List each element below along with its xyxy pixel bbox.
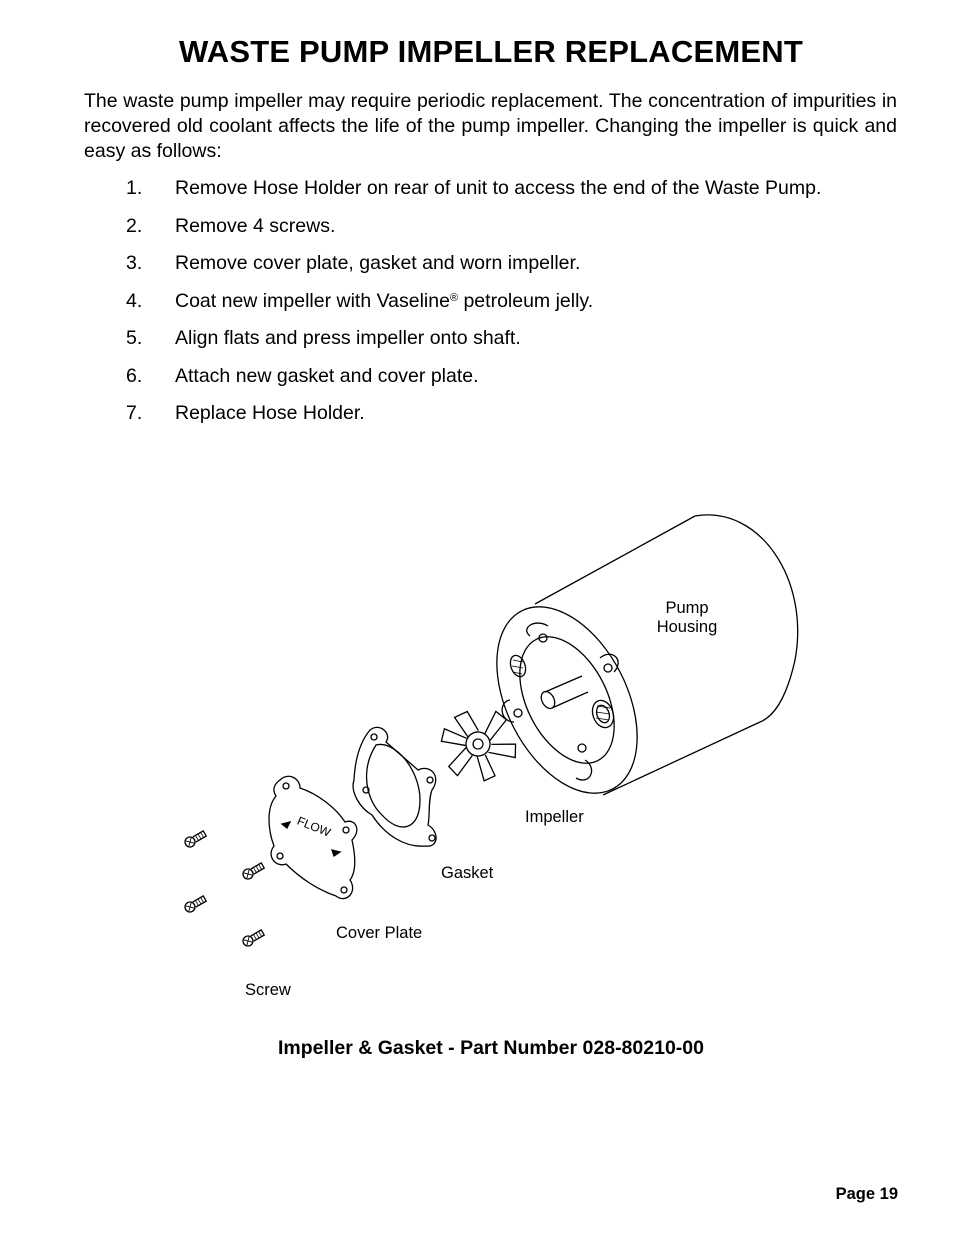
step-number: 4. <box>126 289 143 312</box>
gasket-drawing <box>353 727 436 846</box>
label-impeller: Impeller <box>525 808 584 826</box>
page-title: WASTE PUMP IMPELLER REPLACEMENT <box>179 34 803 69</box>
step-number: 6. <box>126 364 143 387</box>
label-cover-plate: Cover Plate <box>336 924 423 942</box>
label-pump-housing-line2: Housing <box>656 618 718 636</box>
step-text: Remove cover plate, gasket and worn impeller. <box>175 252 581 274</box>
step-text: Align flats and press impeller onto shaft. <box>175 327 521 349</box>
screw-drawing <box>183 829 265 948</box>
step-number: 2. <box>126 214 143 237</box>
registered-mark: ® <box>449 291 459 304</box>
step-number: 7. <box>126 402 143 424</box>
intro-paragraph: The waste pump impeller may require periodic replacement. The concentration of impurities in recovered old coolant affects the life of the pump impeller. Changing the impeller is quick and easy as follows: <box>84 90 897 162</box>
step-number: 1. <box>126 177 143 199</box>
page-number: Page 19 <box>835 1185 898 1203</box>
step-text: Remove Hose Holder on rear of unit to access the end of the Waste Pump. <box>175 177 822 199</box>
step-text: Attach new gasket and cover plate. <box>175 364 479 387</box>
figure-caption: Impeller & Gasket - Part Number 028-80210-00 <box>278 1037 704 1059</box>
label-pump-housing <box>650 599 724 637</box>
step-number: 3. <box>126 252 143 274</box>
step-number: 5. <box>126 327 143 349</box>
step-text: Remove 4 screws. <box>175 214 336 237</box>
label-gasket: Gasket <box>441 864 494 882</box>
label-screw: Screw <box>245 981 291 999</box>
step-text: Replace Hose Holder. <box>175 402 365 424</box>
flow-label: FLOW <box>295 813 333 840</box>
pump-housing-drawing <box>468 515 798 816</box>
step-text-after: petroleum jelly. <box>458 289 594 312</box>
cover-plate-drawing <box>269 776 357 898</box>
step-text-before: Coat new impeller with Vaseline <box>175 289 450 312</box>
label-pump-housing-line1: Pump <box>665 599 709 617</box>
